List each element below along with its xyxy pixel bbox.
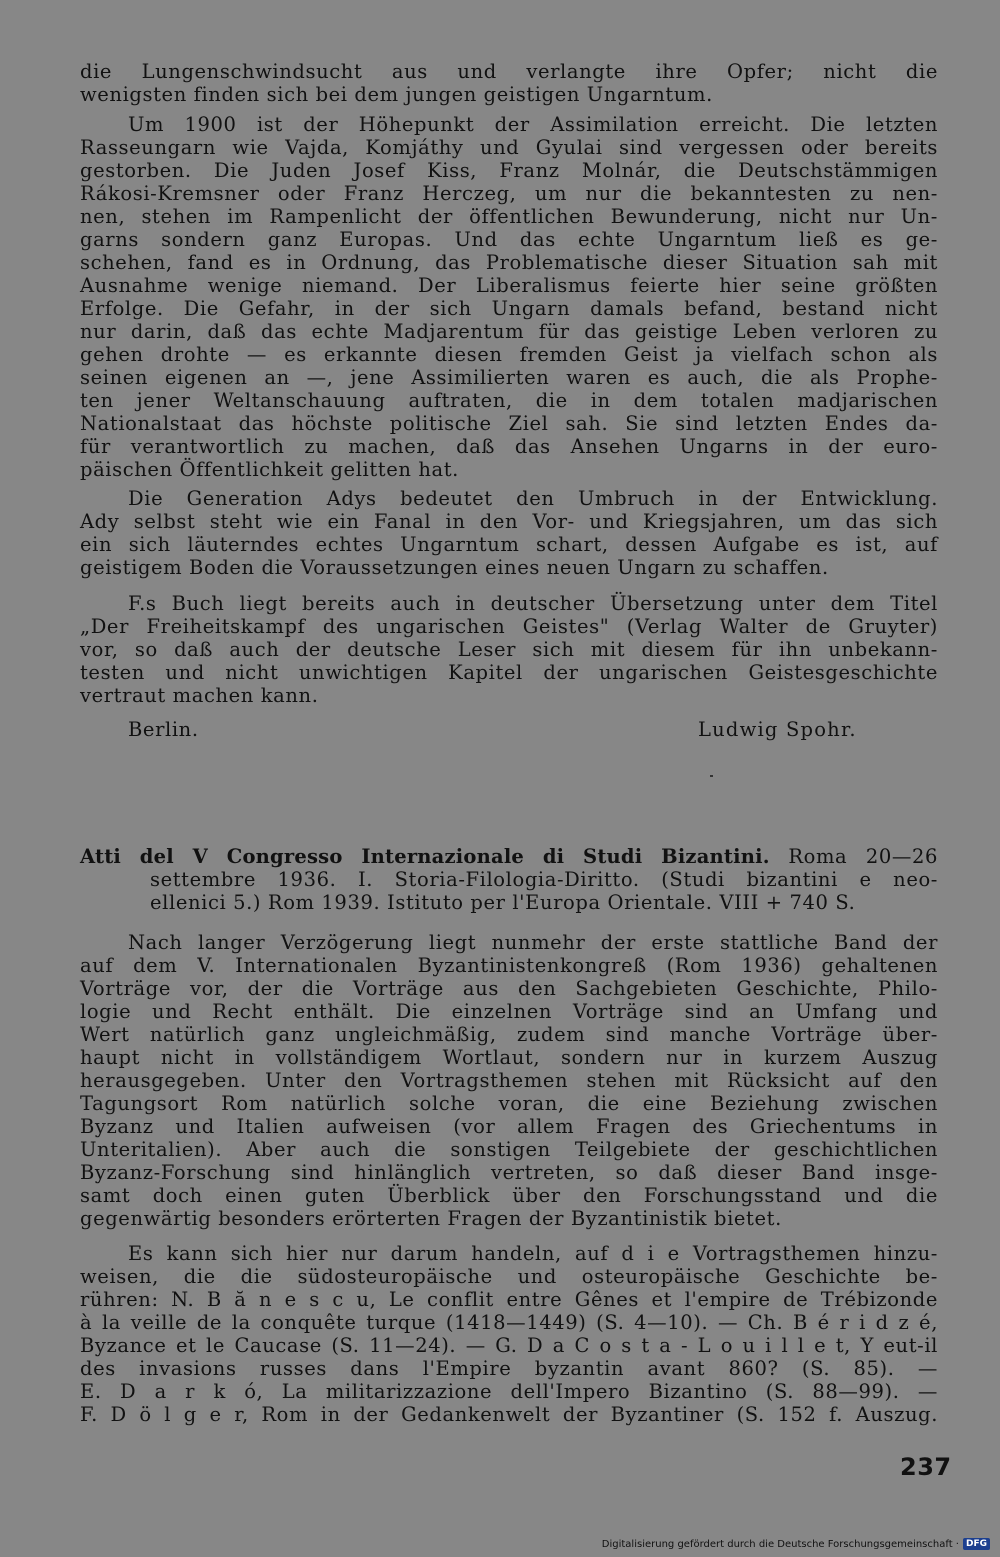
text-line: E. D a r k ó, La militarizzazione dell'Impero Bizantino (S. 88—99). — <box>80 1380 938 1403</box>
text-line: settembre 1936. I. Storia-Filologia-Diritto. (Studi bizantini e neo- <box>150 868 938 891</box>
review-1-paragraph-4 <box>80 592 938 707</box>
text-line: haupt nicht in vollständigem Wortlaut, sondern nur in kurzem Auszug <box>80 1046 938 1069</box>
footer-text: Digitalisierung gefördert durch die Deutsche Forschungsgemeinschaft · <box>601 1538 959 1550</box>
paragraph <box>80 592 938 707</box>
text-line: nur darin, daß das echte Madjarentum für das geistige Leben verloren zu <box>80 320 938 343</box>
paragraph <box>80 60 938 106</box>
book-place-date: Roma 20—26 <box>788 845 938 868</box>
text-line: vertraut machen kann. <box>80 684 319 707</box>
page-number: 237 <box>900 1453 952 1481</box>
text-line: für verantwortlich zu machen, daß das Ansehen Ungarns in der euro- <box>80 435 938 458</box>
text-line: herausgegeben. Unter den Vortragsthemen stehen mit Rücksicht auf den <box>80 1069 938 1092</box>
text-line: gehen drohte — es erkannte diesen fremden Geist ja vielfach schon als <box>80 343 938 366</box>
review-1-paragraph-3 <box>80 487 938 579</box>
text-line: Ady selbst steht wie ein Fanal in den Vor- und Kriegsjahren, um das sich <box>80 510 938 533</box>
text-line: ten jener Weltanschauung auftraten, die in dem totalen madjarischen <box>80 389 938 412</box>
text-line: vor, so daß auch der deutsche Leser sich mit diesem für ihn unbekann- <box>80 638 938 661</box>
text-line: Um 1900 ist der Höhepunkt der Assimilation erreicht. Die letzten <box>128 113 938 136</box>
text-line: des invasions russes dans l'Empire byzantin avant 860? (S. 85). — <box>80 1357 938 1380</box>
text-line: die Lungenschwindsucht aus und verlangte ihre Opfer; nicht die <box>80 60 938 83</box>
text-line: Byzanz-Forschung sind hinlänglich vertreten, so daß dieser Band insge- <box>80 1161 938 1184</box>
text-line: Erfolge. Die Gefahr, in der sich Ungarn damals befand, bestand nicht <box>80 297 938 320</box>
review-1-paragraph-2 <box>80 113 938 481</box>
text-line: weisen, die die südosteuropäische und osteuropäische Geschichte be- <box>80 1265 938 1288</box>
text-line: à la veille de la conquête turque (1418—1449) (S. 4—10). — Ch. B é r i d z é, <box>80 1311 938 1334</box>
text-line: Nach langer Verzögerung liegt nunmehr der erste stattliche Band der <box>128 931 938 954</box>
text-line: wenigsten finden sich bei dem jungen geistigen Ungarntum. <box>80 83 713 106</box>
dfg-logo: DFG <box>963 1538 990 1550</box>
review-1 <box>80 60 938 106</box>
text-line: Nationalstaat das höchste politische Ziel sah. Sie sind letzten Endes da- <box>80 412 938 435</box>
text-line: gegenwärtig besonders erörterten Fragen der Byzantinistik bietet. <box>80 1207 782 1230</box>
speck <box>710 775 713 777</box>
text-line: logie und Recht enthält. Die einzelnen Vorträge sind an Umfang und <box>80 1000 938 1023</box>
text-line: ellenici 5.) Rom 1939. Istituto per l'Europa Orientale. VIII + 740 S. <box>150 891 856 914</box>
author-signature: Ludwig Spohr. <box>698 718 857 741</box>
text-line: garns sondern ganz Europas. Und das echte Ungarntum ließ es ge- <box>80 228 938 251</box>
place-signature: Berlin. <box>128 718 199 741</box>
text-line: Vorträge vor, der die Vorträge aus den Sachgebieten Geschichte, Philo- <box>80 977 938 1000</box>
text-line: gestorben. Die Juden Josef Kiss, Franz Molnár, die Deutschstämmigen <box>80 159 938 182</box>
text-line: nen, stehen im Rampenlicht der öffentlichen Bewunderung, nicht nur Un- <box>80 205 938 228</box>
text-line: Unteritalien). Aber auch die sonstigen Teilgebiete der geschichtlichen <box>80 1138 938 1161</box>
text-line: Byzanz und Italien aufweisen (vor allem Fragen des Griechentums in <box>80 1115 938 1138</box>
review-2-heading <box>80 845 938 914</box>
text-line: päischen Öffentlichkeit gelitten hat. <box>80 458 459 481</box>
text-line: Ausnahme wenige niemand. Der Liberalismus feierte hier seine größten <box>80 274 938 297</box>
text-line: schehen, fand es in Ordnung, das Problematische dieser Situation sah mit <box>80 251 938 274</box>
text-line: „Der Freiheitskampf des ungarischen Geistes" (Verlag Walter de Gruyter) <box>80 615 938 638</box>
text-line: auf dem V. Internationalen Byzantinistenkongreß (Rom 1936) gehaltenen <box>80 954 938 977</box>
text-line: ein sich läuterndes echtes Ungarntum schart, dessen Aufgabe es ist, auf <box>80 533 938 556</box>
paragraph <box>80 931 938 1230</box>
text-line: F.s Buch liegt bereits auch in deutscher Übersetzung unter dem Titel <box>128 592 938 615</box>
review-2-paragraph-2 <box>80 1242 938 1426</box>
text-line: rühren: N. B ă n e s c u, Le conflit entre Gênes et l'empire de Trébizonde <box>80 1288 938 1311</box>
text-line: samt doch einen guten Überblick über den Forschungsstand und die <box>80 1184 938 1207</box>
text-line: F. D ö l g e r, Rom in der Gedankenwelt der Byzantiner (S. 152 f. Auszug. <box>80 1403 938 1426</box>
text-line: testen und nicht unwichtigen Kapitel der ungarischen Geistesgeschichte <box>80 661 938 684</box>
text-line: Byzance et le Caucase (S. 11—24). — G. D a C o s t a - L o u i l l e t, Y eut-il <box>80 1334 938 1357</box>
review-2-paragraph-1 <box>80 931 938 1230</box>
text-line: geistigem Boden die Voraussetzungen eines neuen Ungarn zu schaffen. <box>80 556 829 579</box>
text-line: Rákosi-Kremsner oder Franz Herczeg, um nur die bekanntesten zu nen- <box>80 182 938 205</box>
paragraph <box>80 1242 938 1426</box>
paragraph <box>80 113 938 481</box>
text-line: Die Generation Adys bedeutet den Umbruch in der Entwicklung. <box>128 487 938 510</box>
text-line: Es kann sich hier nur darum handeln, auf d i e Vortragsthemen hinzu- <box>128 1242 938 1265</box>
book-title: Atti del V Congresso Internazionale di Studi Bizantini. <box>80 845 770 868</box>
text-line: Rasseungarn wie Vajda, Komjáthy und Gyulai sind vergessen oder bereits <box>80 136 938 159</box>
text-line: seinen eigenen an —, jene Assimilierten waren es auch, die als Prophe- <box>80 366 938 389</box>
footer-credit <box>602 1538 990 1550</box>
paragraph <box>80 487 938 579</box>
text-line: Wert natürlich ganz ungleichmäßig, zudem sind manche Vorträge über- <box>80 1023 938 1046</box>
text-line: Tagungsort Rom natürlich solche voran, die eine Beziehung zwischen <box>80 1092 938 1115</box>
